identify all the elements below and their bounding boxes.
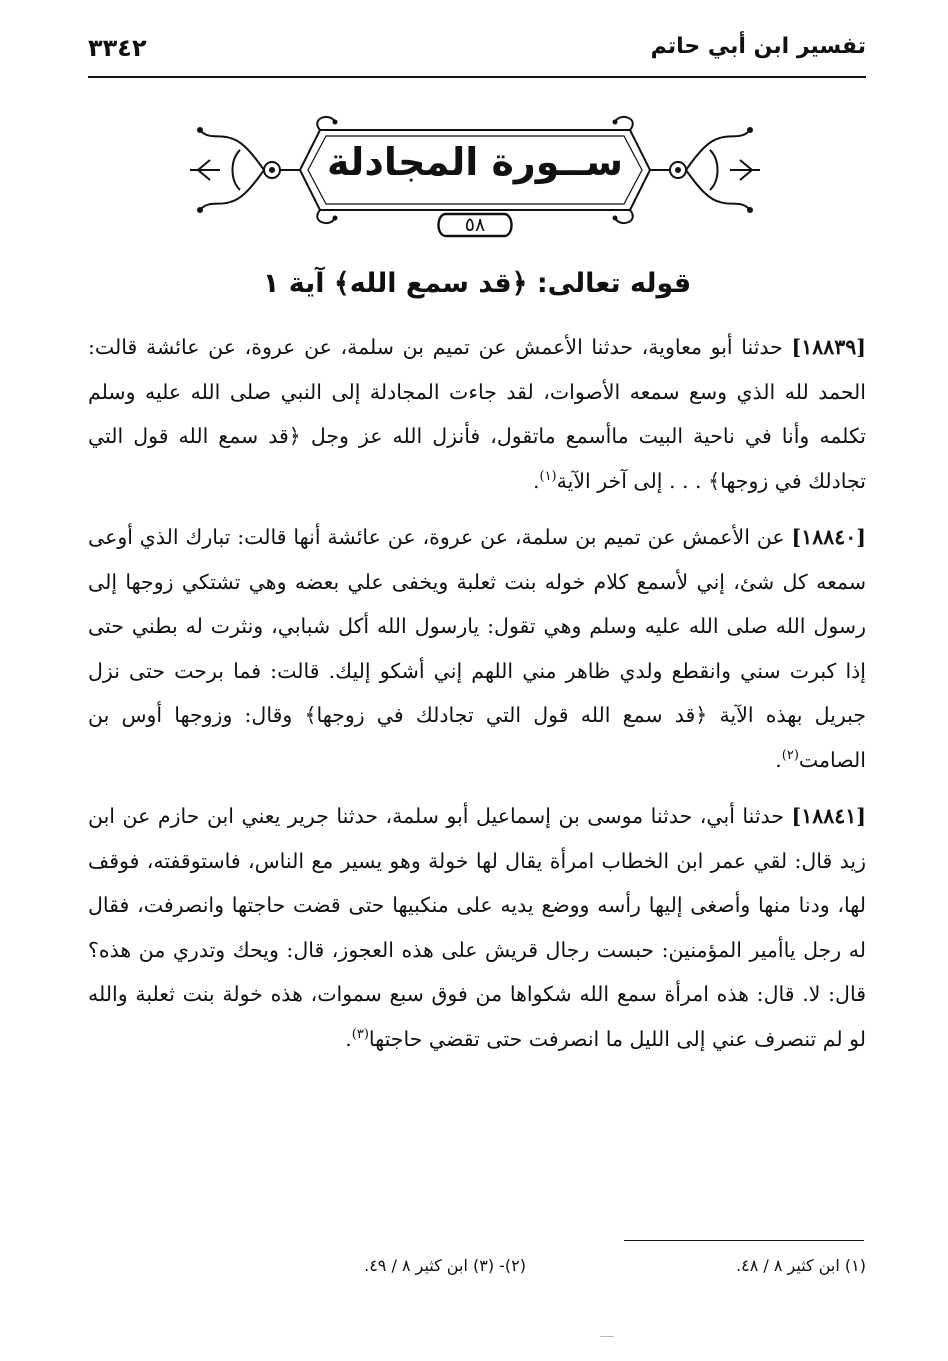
page-number: ٣٣٤٢: [88, 34, 147, 62]
footnote-ref: (٣): [351, 1026, 369, 1042]
footnote-ref: (١): [539, 468, 557, 484]
footnote-1: (١) ابن كثير ٨ / ٤٨.: [736, 1256, 866, 1275]
hadith-number: [١٨٨٣٩]: [791, 335, 866, 359]
hadith-text: حدثنا أبي، حدثنا موسى بن إسماعيل أبو سلمة، حدثنا جرير يعني ابن حازم عن ابن زيد قال: لقي عمر ابن الخطاب امرأة يقال لها خولة وهو يسير مع الناس، فاستوقفته، فوقف لها، ودنا منها وأصغى إليها رأسه ووضع يديه على منكبيها حتى قضت حاجتها وانصرفت، فقال له رجل ياأمير المؤمنين: حبست رجال قريش على هذه العجوز، قال: ويحك وتدري من هذه؟ قال: لا. قال: هذه امرأة سمع الله شكواها من فوق سبع سموات، هذه خولة بنت ثعلبة والله لو لم تنصرف عني إلى الليل ما انصرفت حتى تقضي حاجتها: [88, 804, 866, 1051]
verse-heading: قوله تعالى: ﴿قد سمع الله﴾ آية ١: [262, 268, 692, 299]
surah-number: ٥٨: [464, 214, 486, 236]
hadith-text: عن الأعمش عن تميم بن سلمة، عن عروة، عن عائشة أنها قالت: تبارك الذي أوعى سمعه كل شئ، إني لأسمع كلام خوله بنت ثعلبة ويخفى علي بعضه وهي تشتكي زوجها إلى رسول الله صلى الله عليه وسلم وهي تقول: يارسول الله أكل شبابي، ونثرت له بطني حتى إذا كبرت سني وانقطع ولدي ظاهر مني اللهم إني أشكو إليك. قالت: فما برحت حتى نزل جبريل بهذه الآية ﴿قد سمع الله قول التي تجادلك في زوجها﴾ وقال: وزوجها أوس بن الصامت: [88, 525, 866, 772]
book-title: تفسير ابن أبي حاتم: [650, 34, 866, 59]
page-header: [88, 28, 866, 72]
header-divider: [88, 76, 866, 78]
hadith-paragraph: [88, 325, 866, 503]
hadith-paragraph: [88, 515, 866, 782]
body-text: [88, 325, 866, 1073]
hadith-number: [١٨٨٤١]: [791, 804, 866, 828]
sentence-end: .: [532, 468, 540, 493]
footnote-ref: (٢): [781, 747, 799, 763]
surah-banner: [170, 110, 780, 240]
sentence-end: .: [775, 747, 782, 772]
hadith-number: [١٨٨٤٠]: [791, 525, 866, 549]
sentence-end: .: [345, 1026, 352, 1051]
page-mark: [600, 1336, 614, 1337]
hadith-paragraph: [88, 794, 866, 1061]
surah-title: ســورة المجادلة: [327, 140, 623, 184]
footnote-2: (٢)- (٣) ابن كثير ٨ / ٤٩.: [364, 1256, 526, 1275]
footnote-divider: [624, 1240, 864, 1241]
hadith-text: حدثنا أبو معاوية، حدثنا الأعمش عن تميم بن سلمة، عن عروة، عن عائشة قالت: الحمد لله الذي وسع سمعه الأصوات، لقد جاءت المجادلة إلى النبي صلى الله عليه وسلم تكلمه وأنا في ناحية البيت ماأسمع ماتقول، فأنزل الله عز وجل ﴿قد سمع الله قول التي تجادلك في زوجها﴾ . . . إلى آخر الآية: [88, 335, 866, 493]
